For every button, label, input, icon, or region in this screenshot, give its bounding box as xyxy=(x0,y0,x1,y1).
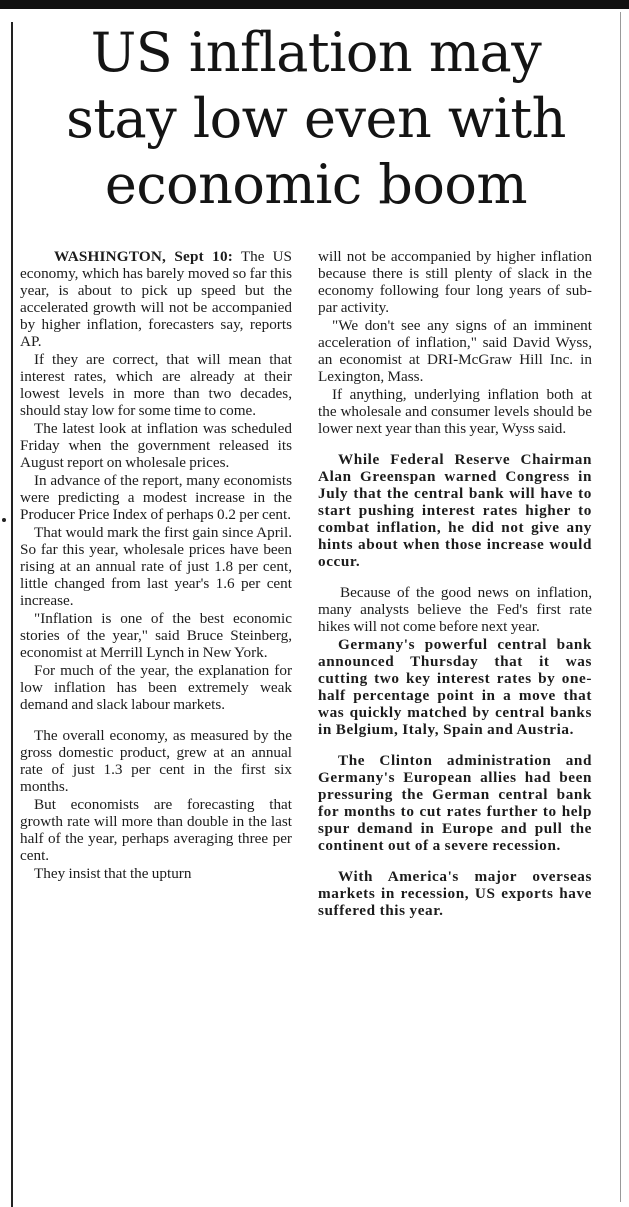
article-column-left xyxy=(20,248,292,883)
paragraph-text: The US economy, which has barely moved so far this year, is about to pick up speed but the accelerated growth will not be accompanied by higher inflation, forecasters say, reports AP. xyxy=(20,248,292,350)
article-paragraph: While Federal Reserve Chairman Alan Greenspan warned Congress in July that the central bank will have to start pushing interest rates higher to combat inflation, he did not give any hints about when those increase would occur. xyxy=(318,451,592,570)
article-column-right xyxy=(318,248,592,920)
article-paragraph: If they are correct, that will mean that interest rates, which are already at their lowest levels in more than two decades, should stay low for some time to come. xyxy=(20,351,292,419)
right-border-rule xyxy=(620,12,621,1202)
article-paragraph: For much of the year, the explanation for low inflation has been extremely weak demand and slack labour markets. xyxy=(20,662,292,713)
article-paragraph: "Inflation is one of the best economic stories of the year," said Bruce Steinberg, economist at Merrill Lynch in New York. xyxy=(20,610,292,661)
article-paragraph: The latest look at inflation was scheduled Friday when the government released its August report on wholesale prices. xyxy=(20,420,292,471)
article-paragraph: That would mark the first gain since April. So far this year, wholesale prices have been rising at an annual rate of just 1.8 per cent, little changed from last year's 1.6 per cent increase. xyxy=(20,524,292,609)
article-paragraph: "We don't see any signs of an imminent acceleration of inflation," said David Wyss, an economist at DRI-McGraw Hill Inc. in Lexington, Mass. xyxy=(318,317,592,385)
article-paragraph: will not be accompanied by higher inflation because there is still plenty of slack in the economy following four long years of sub-par activity. xyxy=(318,248,592,316)
article-paragraph: Germany's powerful central bank announced Thursday that it was cutting two key interest rates by one-half percentage point in a move that was quickly matched by central banks in Belgium, Italy, Spain and Austria. xyxy=(318,636,592,738)
top-border-rule xyxy=(0,0,629,9)
article-paragraph: The overall economy, as measured by the gross domestic product, grew at an annual rate of just 1.3 per cent in the first six months. xyxy=(20,727,292,795)
article-paragraph xyxy=(20,248,292,350)
headline-line: economic boom xyxy=(104,153,528,216)
article-paragraph: If anything, underlying inflation both at the wholesale and consumer levels should be lower next year than this year, Wyss said. xyxy=(318,386,592,437)
dateline: WASHINGTON, Sept 10: xyxy=(54,248,234,265)
article-paragraph: The Clinton administration and Germany's European allies had been pressuring the German central bank for months to cut rates further to help spur demand in Europe and pull the continent out of a severe recession. xyxy=(318,752,592,854)
article-paragraph: But economists are forecasting that growth rate will more than double in the last half of the year, perhaps averaging three per cent. xyxy=(20,796,292,864)
left-border-rule xyxy=(11,22,13,1207)
headline-line: US inflation may xyxy=(90,21,542,84)
margin-mark xyxy=(2,518,6,522)
headline-line: stay low even with xyxy=(66,87,566,150)
article-paragraph: Because of the good news on inflation, many analysts believe the Fed's first rate hikes will not come before next year. xyxy=(318,584,592,635)
headline xyxy=(20,20,612,218)
article-paragraph: They insist that the upturn xyxy=(34,865,192,882)
article-paragraph: With America's major overseas markets in recession, US exports have suffered this year. xyxy=(318,868,592,919)
article-paragraph: In advance of the report, many economists were predicting a modest increase in the Producer Price Index of perhaps 0.2 per cent. xyxy=(20,472,292,523)
